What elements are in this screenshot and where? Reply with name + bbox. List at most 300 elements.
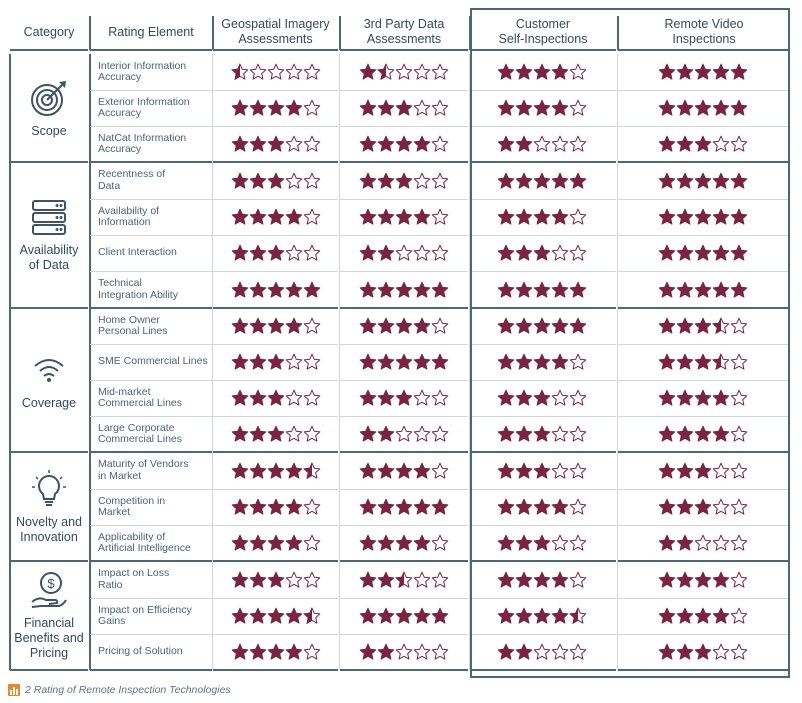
star-rating [231,607,321,625]
star-full-icon [249,607,267,625]
row-separator [213,380,338,381]
star-full-icon [359,208,377,226]
star-full-icon [395,317,413,335]
star-full-icon [359,317,377,335]
category-label: Novelty and Innovation [15,514,82,544]
row-separator [340,161,468,163]
row-separator [340,416,468,417]
star-empty-icon [413,571,431,589]
star-full-icon [377,244,395,262]
rating-element-label: SME Commercial Lines [98,355,208,368]
star-half-icon [303,607,321,625]
star-full-icon [267,607,285,625]
star-full-icon [231,208,249,226]
star-full-icon [359,571,377,589]
row-separator [340,598,468,599]
star-empty-icon [303,208,321,226]
star-empty-icon [303,99,321,117]
star-empty-icon [413,244,431,262]
star-rating [359,353,449,371]
header-underline [10,49,88,51]
star-full-icon [231,99,249,117]
column-separator [339,271,340,308]
star-full-icon [231,353,249,371]
star-rating [359,63,449,81]
category-scope [10,54,88,162]
row-separator [213,235,338,236]
star-full-icon [231,135,249,153]
star-rating [359,534,449,552]
rating-element-label: Client Interaction [98,246,177,259]
header-separator [339,16,341,50]
star-rating [359,571,449,589]
star-full-icon [231,281,249,299]
star-rating [359,425,449,443]
star-full-icon [413,317,431,335]
column-separator [212,380,213,416]
star-rating [359,317,449,335]
star-full-icon [285,317,303,335]
star-rating [359,498,449,516]
star-full-icon [231,571,249,589]
star-full-icon [249,353,267,371]
star-empty-icon [303,135,321,153]
row-separator [213,669,338,671]
rating-element-label: Large Corporate Commercial Lines [98,421,183,445]
star-full-icon [249,317,267,335]
star-full-icon [377,534,395,552]
star-full-icon [395,99,413,117]
wifi-icon [29,350,69,390]
star-full-icon [267,172,285,190]
category-bottom-line [10,669,88,671]
column-separator [339,344,340,380]
row-separator [340,380,468,381]
star-full-icon [285,607,303,625]
star-empty-icon [413,63,431,81]
header-underline [213,49,338,51]
star-empty-icon [285,172,303,190]
star-empty-icon [431,534,449,552]
star-full-icon [267,643,285,661]
star-empty-icon [303,244,321,262]
star-full-icon [231,498,249,516]
star-empty-icon [431,317,449,335]
star-full-icon [267,99,285,117]
category-label: Financial Benefits and Pricing [14,616,84,660]
column-separator [212,90,213,126]
star-full-icon [377,389,395,407]
row-separator [340,126,468,127]
star-full-icon [413,534,431,552]
star-full-icon [413,498,431,516]
star-full-icon [359,63,377,81]
column-separator [339,54,340,90]
column-separator [339,235,340,271]
star-rating [359,281,449,299]
column-separator [339,561,340,598]
star-full-icon [249,498,267,516]
rating-element-label: Pricing of Solution [98,645,183,658]
star-full-icon [231,607,249,625]
star-full-icon [377,172,395,190]
column-separator [339,452,340,489]
row-separator [213,161,338,163]
column-separator [212,162,213,199]
star-full-icon [359,498,377,516]
star-full-icon [249,244,267,262]
star-empty-icon [413,425,431,443]
row-separator [340,525,468,526]
star-empty-icon [431,208,449,226]
star-full-icon [285,643,303,661]
star-empty-icon [413,643,431,661]
rating-element-label: Competition in Market [98,494,166,518]
star-full-icon [377,643,395,661]
star-rating [359,643,449,661]
star-full-icon [285,534,303,552]
row-separator [213,344,338,345]
star-empty-icon [303,63,321,81]
star-empty-icon [303,389,321,407]
star-empty-icon [285,353,303,371]
column-separator [212,452,213,489]
rating-element-label: Exterior Information Accuracy [98,95,190,119]
star-full-icon [267,317,285,335]
rating-element-label: Impact on Efficiency Gains [98,603,192,627]
rating-element-label: Home Owner Personal Lines [98,313,168,337]
target-icon [29,78,69,118]
star-rating [359,135,449,153]
star-full-icon [285,99,303,117]
star-full-icon [267,281,285,299]
star-full-icon [359,353,377,371]
header-rating-element: Rating Element [108,24,194,39]
header-third-party: 3rd Party Data Assessments [363,17,445,46]
header-underline [340,49,468,51]
star-empty-icon [431,462,449,480]
star-rating [359,244,449,262]
star-full-icon [267,534,285,552]
row-separator [340,271,468,272]
star-full-icon [377,425,395,443]
star-half-icon [377,63,395,81]
column-separator [339,416,340,452]
star-empty-icon [285,63,303,81]
star-full-icon [413,353,431,371]
header-category: Category [23,24,75,39]
star-rating [231,172,321,190]
category-left-line [9,162,11,308]
header-underline [90,49,212,51]
star-full-icon [267,353,285,371]
header-separator [89,16,91,50]
category-availability-of-data [10,162,88,308]
star-full-icon [395,353,413,371]
column-separator [212,199,213,235]
star-full-icon [413,281,431,299]
star-full-icon [267,135,285,153]
star-full-icon [377,317,395,335]
row-separator [213,307,338,309]
row-separator [213,560,338,562]
star-full-icon [359,643,377,661]
row-separator [213,126,338,127]
column-separator [212,489,213,525]
star-full-icon [359,244,377,262]
star-empty-icon [431,99,449,117]
star-full-icon [249,534,267,552]
star-full-icon [359,172,377,190]
star-full-icon [249,281,267,299]
star-empty-icon [431,135,449,153]
star-full-icon [377,135,395,153]
column-separator [212,634,213,670]
rating-element-label: Interior Information Accuracy [98,59,187,83]
star-full-icon [395,498,413,516]
star-full-icon [377,498,395,516]
rating-element-label: Recentness of Data [98,168,166,192]
star-full-icon [395,135,413,153]
star-empty-icon [285,135,303,153]
column-separator [339,380,340,416]
row-separator [340,199,468,200]
column-separator [212,235,213,271]
star-empty-icon [249,63,267,81]
star-full-icon [413,135,431,153]
server-icon [29,197,69,237]
bar-chart-icon [8,684,20,696]
star-full-icon [413,208,431,226]
column-separator [212,525,213,561]
rating-element-label: Applicability of Artificial Intelligence [98,530,191,554]
star-empty-icon [267,63,285,81]
star-rating [231,389,321,407]
column-separator [212,308,213,344]
star-full-icon [231,172,249,190]
star-rating [231,534,321,552]
star-rating [359,208,449,226]
row-separator [213,525,338,526]
star-full-icon [267,389,285,407]
header-separator [212,16,214,50]
star-full-icon [359,607,377,625]
star-rating [231,643,321,661]
star-full-icon [231,462,249,480]
category-financial-benefits-and-pricing [10,561,88,670]
star-rating [231,135,321,153]
star-rating [231,498,321,516]
star-full-icon [359,135,377,153]
column-separator [339,199,340,235]
star-empty-icon [395,244,413,262]
star-full-icon [249,208,267,226]
star-full-icon [395,389,413,407]
star-empty-icon [303,643,321,661]
star-empty-icon [303,317,321,335]
star-full-icon [249,389,267,407]
star-empty-icon [303,172,321,190]
star-half-icon [395,571,413,589]
star-full-icon [231,244,249,262]
rating-element-label: Maturity of Vendors in Market [98,458,189,482]
star-empty-icon [285,244,303,262]
row-separator [340,489,468,490]
row-separator [213,271,338,272]
star-half-icon [231,63,249,81]
star-full-icon [377,462,395,480]
star-full-icon [249,643,267,661]
row-separator [213,489,338,490]
star-empty-icon [303,498,321,516]
rating-element-label: Availability of Information [98,204,160,228]
star-empty-icon [431,389,449,407]
star-full-icon [267,498,285,516]
column-separator [339,90,340,126]
star-full-icon [395,281,413,299]
column-separator [212,54,213,90]
star-rating [359,99,449,117]
star-empty-icon [395,425,413,443]
highlight-frame [470,8,790,678]
row-separator [213,90,338,91]
star-full-icon [285,208,303,226]
star-full-icon [395,534,413,552]
row-separator [213,634,338,635]
category-left-line [9,308,11,452]
star-full-icon [249,425,267,443]
star-empty-icon [431,63,449,81]
star-empty-icon [431,643,449,661]
star-empty-icon [285,425,303,443]
rating-element-label: Impact on Loss Ratio [98,567,170,591]
star-full-icon [359,462,377,480]
star-full-icon [431,281,449,299]
star-empty-icon [303,534,321,552]
star-full-icon [249,571,267,589]
category-coverage [10,308,88,452]
row-separator [340,669,468,671]
star-full-icon [395,208,413,226]
column-separator [339,525,340,561]
row-separator [90,669,212,671]
star-full-icon [231,425,249,443]
star-full-icon [395,172,413,190]
rating-element-label: Technical Integration Ability [98,277,178,301]
star-full-icon [377,99,395,117]
money-hand-icon [29,570,69,610]
column-separator [339,162,340,199]
row-separator [340,560,468,562]
star-rating [231,462,321,480]
star-full-icon [431,498,449,516]
star-full-icon [249,99,267,117]
star-full-icon [267,208,285,226]
star-empty-icon [431,244,449,262]
star-full-icon [285,462,303,480]
star-empty-icon [303,425,321,443]
column-separator [339,126,340,162]
star-empty-icon [303,353,321,371]
category-right-line [89,561,91,670]
star-empty-icon [413,99,431,117]
row-separator [340,235,468,236]
star-empty-icon [285,571,303,589]
star-full-icon [267,244,285,262]
category-right-line [89,452,91,561]
column-separator [212,416,213,452]
star-full-icon [359,425,377,443]
row-separator [340,307,468,309]
header-geospatial: Geospatial Imagery Assessments [221,17,330,46]
column-separator [212,126,213,162]
star-full-icon [285,498,303,516]
star-full-icon [431,353,449,371]
figure-caption [8,684,231,696]
row-separator [340,634,468,635]
header-remote-video: Remote Video Inspections [664,17,744,46]
caption-text: 2 Rating of Remote Inspection Technologies [25,684,231,696]
column-separator [212,561,213,598]
star-full-icon [359,534,377,552]
star-full-icon [249,135,267,153]
row-separator [213,598,338,599]
star-full-icon [359,389,377,407]
column-separator [339,634,340,670]
category-label: Availability of Data [19,243,79,272]
row-separator [213,199,338,200]
star-rating [231,571,321,589]
star-empty-icon [303,571,321,589]
column-separator [212,271,213,308]
star-full-icon [377,607,395,625]
star-rating [359,462,449,480]
column-separator [339,489,340,525]
star-full-icon [377,353,395,371]
row-separator [340,451,468,453]
star-full-icon [431,607,449,625]
star-full-icon [267,462,285,480]
star-full-icon [395,462,413,480]
lightbulb-icon [29,469,69,509]
star-rating [231,244,321,262]
header-self-inspections: Customer Self-Inspections [498,17,588,46]
star-empty-icon [285,389,303,407]
star-full-icon [249,172,267,190]
star-full-icon [231,389,249,407]
star-full-icon [395,607,413,625]
star-empty-icon [413,389,431,407]
star-rating [231,281,321,299]
star-empty-icon [413,172,431,190]
star-rating [359,607,449,625]
category-left-line [9,561,11,670]
category-right-line [89,54,91,162]
star-full-icon [377,281,395,299]
row-separator [340,344,468,345]
star-full-icon [377,571,395,589]
column-separator [339,598,340,634]
star-half-icon [303,462,321,480]
star-rating [231,99,321,117]
star-empty-icon [431,172,449,190]
star-full-icon [267,571,285,589]
star-empty-icon [431,425,449,443]
rating-element-label: Mid-market Commercial Lines [98,385,183,409]
star-rating [231,425,321,443]
category-left-line [9,54,11,162]
star-full-icon [413,607,431,625]
